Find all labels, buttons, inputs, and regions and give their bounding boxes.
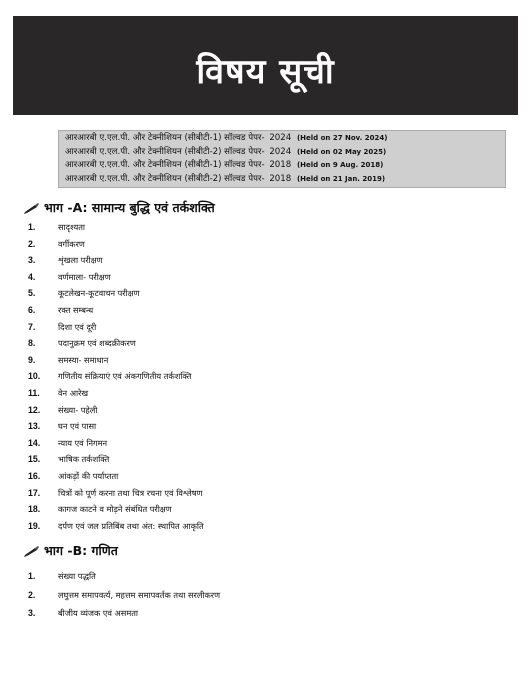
pen-icon xyxy=(24,545,40,557)
item-number: 14. xyxy=(28,437,41,448)
item-number: 3. xyxy=(28,608,36,618)
paper-held-date: (Held on 27 Nov. 2024) xyxy=(296,134,388,142)
item-title: कागज काटने व मोड़ने संबंधित परीक्षण xyxy=(58,504,172,515)
paper-row[interactable] xyxy=(65,146,505,160)
toc-item[interactable] xyxy=(28,402,204,419)
paper-held-date: (Held on 9 Aug. 2018) xyxy=(296,161,384,169)
item-title: बीजीय व्यंजक एवं असमता xyxy=(58,608,139,618)
item-title: वेन आरेख xyxy=(58,387,89,398)
paper-title: आरआरबी ए.एल.पी. और टेक्नीशियन (सीबीटी-2) सॉल्वड पेपर- xyxy=(65,173,265,184)
toc-item[interactable] xyxy=(28,385,204,402)
toc-item[interactable] xyxy=(28,435,204,452)
item-title: चित्रों को पूर्ण करना तथा चित्र रचना एवं विश्लेषण xyxy=(58,487,203,498)
item-number: 1. xyxy=(28,222,36,232)
paper-year: 2018 xyxy=(269,173,292,184)
toc-item[interactable] xyxy=(28,269,204,286)
paper-row[interactable] xyxy=(65,132,505,146)
item-number: 16. xyxy=(28,470,41,481)
item-number: 11. xyxy=(28,387,40,398)
item-number: 2. xyxy=(28,238,36,249)
paper-title: आरआरबी ए.एल.पी. और टेक्नीशियन (सीबीटी-1) सॉल्वड पेपर- xyxy=(65,133,265,143)
section-b-title: भाग -B: गणित xyxy=(44,543,118,558)
item-number: 3. xyxy=(28,255,36,266)
item-number: 2. xyxy=(28,589,36,600)
item-title: दर्पण एवं जल प्रतिबिंब तथा अंत: स्थापित आकृति xyxy=(58,520,204,531)
section-a-heading xyxy=(24,199,215,216)
item-title: रक्त सम्बन्ध xyxy=(58,304,94,315)
paper-year: 2018 xyxy=(269,160,292,170)
item-title: संख्या- पहेली xyxy=(58,404,98,415)
item-number: 18. xyxy=(28,504,41,515)
toc-item[interactable] xyxy=(28,352,204,369)
paper-held-date: (Held on 02 May 2025) xyxy=(296,147,387,156)
item-title: दिशा एवं दूरी xyxy=(58,321,97,332)
item-number: 10. xyxy=(28,371,41,382)
paper-held-date: (Held on 21 Jan. 2019) xyxy=(296,174,386,183)
item-title: घन एवं पासा xyxy=(58,421,97,432)
paper-year: 2024 xyxy=(269,146,292,157)
item-number: 15. xyxy=(28,454,41,465)
toc-item[interactable] xyxy=(28,451,204,468)
item-number: 13. xyxy=(28,421,41,432)
pen-icon xyxy=(24,202,40,214)
item-number: 12. xyxy=(28,404,41,415)
item-title: भाषिक तर्कशक्ति xyxy=(58,454,110,465)
section-b-heading xyxy=(24,542,118,559)
item-title: गणितीय संक्रियाएं एवं अंकगणितीय तर्कशक्ति xyxy=(58,371,192,382)
item-title: न्याय एवं निगमन xyxy=(58,437,108,448)
item-number: 8. xyxy=(28,338,36,349)
item-number: 1. xyxy=(28,571,36,581)
toc-item[interactable] xyxy=(28,418,204,435)
item-number: 5. xyxy=(28,288,36,299)
item-number: 6. xyxy=(28,304,36,315)
paper-row[interactable] xyxy=(65,159,505,173)
toc-item[interactable] xyxy=(28,501,204,518)
toc-item[interactable] xyxy=(28,567,220,586)
paper-year: 2024 xyxy=(269,133,292,143)
item-title: लघुत्तम समापवर्त्य, महत्तम समापवर्तक तथा सरलीकरण xyxy=(58,589,221,600)
page-title: विषय सूची xyxy=(196,51,335,92)
paper-title: आरआरबी ए.एल.पी. और टेक्नीशियन (सीबीटी-2) सॉल्वड पेपर- xyxy=(65,146,265,157)
toc-item[interactable] xyxy=(28,604,220,623)
toc-item[interactable] xyxy=(28,335,204,352)
toc-item[interactable] xyxy=(28,485,204,502)
toc-item[interactable] xyxy=(28,468,204,485)
toc-item[interactable] xyxy=(28,285,204,302)
item-title: समस्या- समाधान xyxy=(58,354,109,365)
toc-item[interactable] xyxy=(28,219,204,236)
section-a-list xyxy=(28,219,204,534)
item-title: सादृश्यता xyxy=(58,222,86,232)
toc-item[interactable] xyxy=(28,252,204,269)
item-number: 9. xyxy=(28,354,36,365)
item-number: 7. xyxy=(28,321,36,332)
section-b-list xyxy=(28,567,220,623)
toc-item[interactable] xyxy=(28,319,204,336)
toc-item[interactable] xyxy=(28,302,204,319)
paper-title: आरआरबी ए.एल.पी. और टेक्नीशियन (सीबीटी-1) सॉल्वड पेपर- xyxy=(65,160,265,170)
title-banner xyxy=(13,16,518,115)
item-title: वर्णमाला- परीक्षण xyxy=(58,271,111,282)
item-title: संख्या पद्धति xyxy=(58,571,96,581)
item-title: पदानुक्रम एवं शब्दक्रीकरण xyxy=(58,338,136,349)
toc-item[interactable] xyxy=(28,368,204,385)
section-a-title: भाग -A: सामान्य बुद्धि एवं तर्कशक्ति xyxy=(44,200,215,215)
item-number: 17. xyxy=(28,487,41,498)
toc-item[interactable] xyxy=(28,236,204,253)
solved-papers-box xyxy=(58,130,506,188)
toc-item[interactable] xyxy=(28,586,220,605)
item-title: कूटलेखन-कूटवाचन परीक्षण xyxy=(58,288,140,299)
item-title: शृंखला परीक्षण xyxy=(58,255,103,266)
item-number: 19. xyxy=(28,520,41,531)
toc-item[interactable] xyxy=(28,518,204,535)
item-title: आंकड़ों की पर्याप्तता xyxy=(58,470,119,481)
paper-row[interactable] xyxy=(65,173,505,187)
item-title: वर्गीकरण xyxy=(58,238,85,249)
item-number: 4. xyxy=(28,271,36,282)
